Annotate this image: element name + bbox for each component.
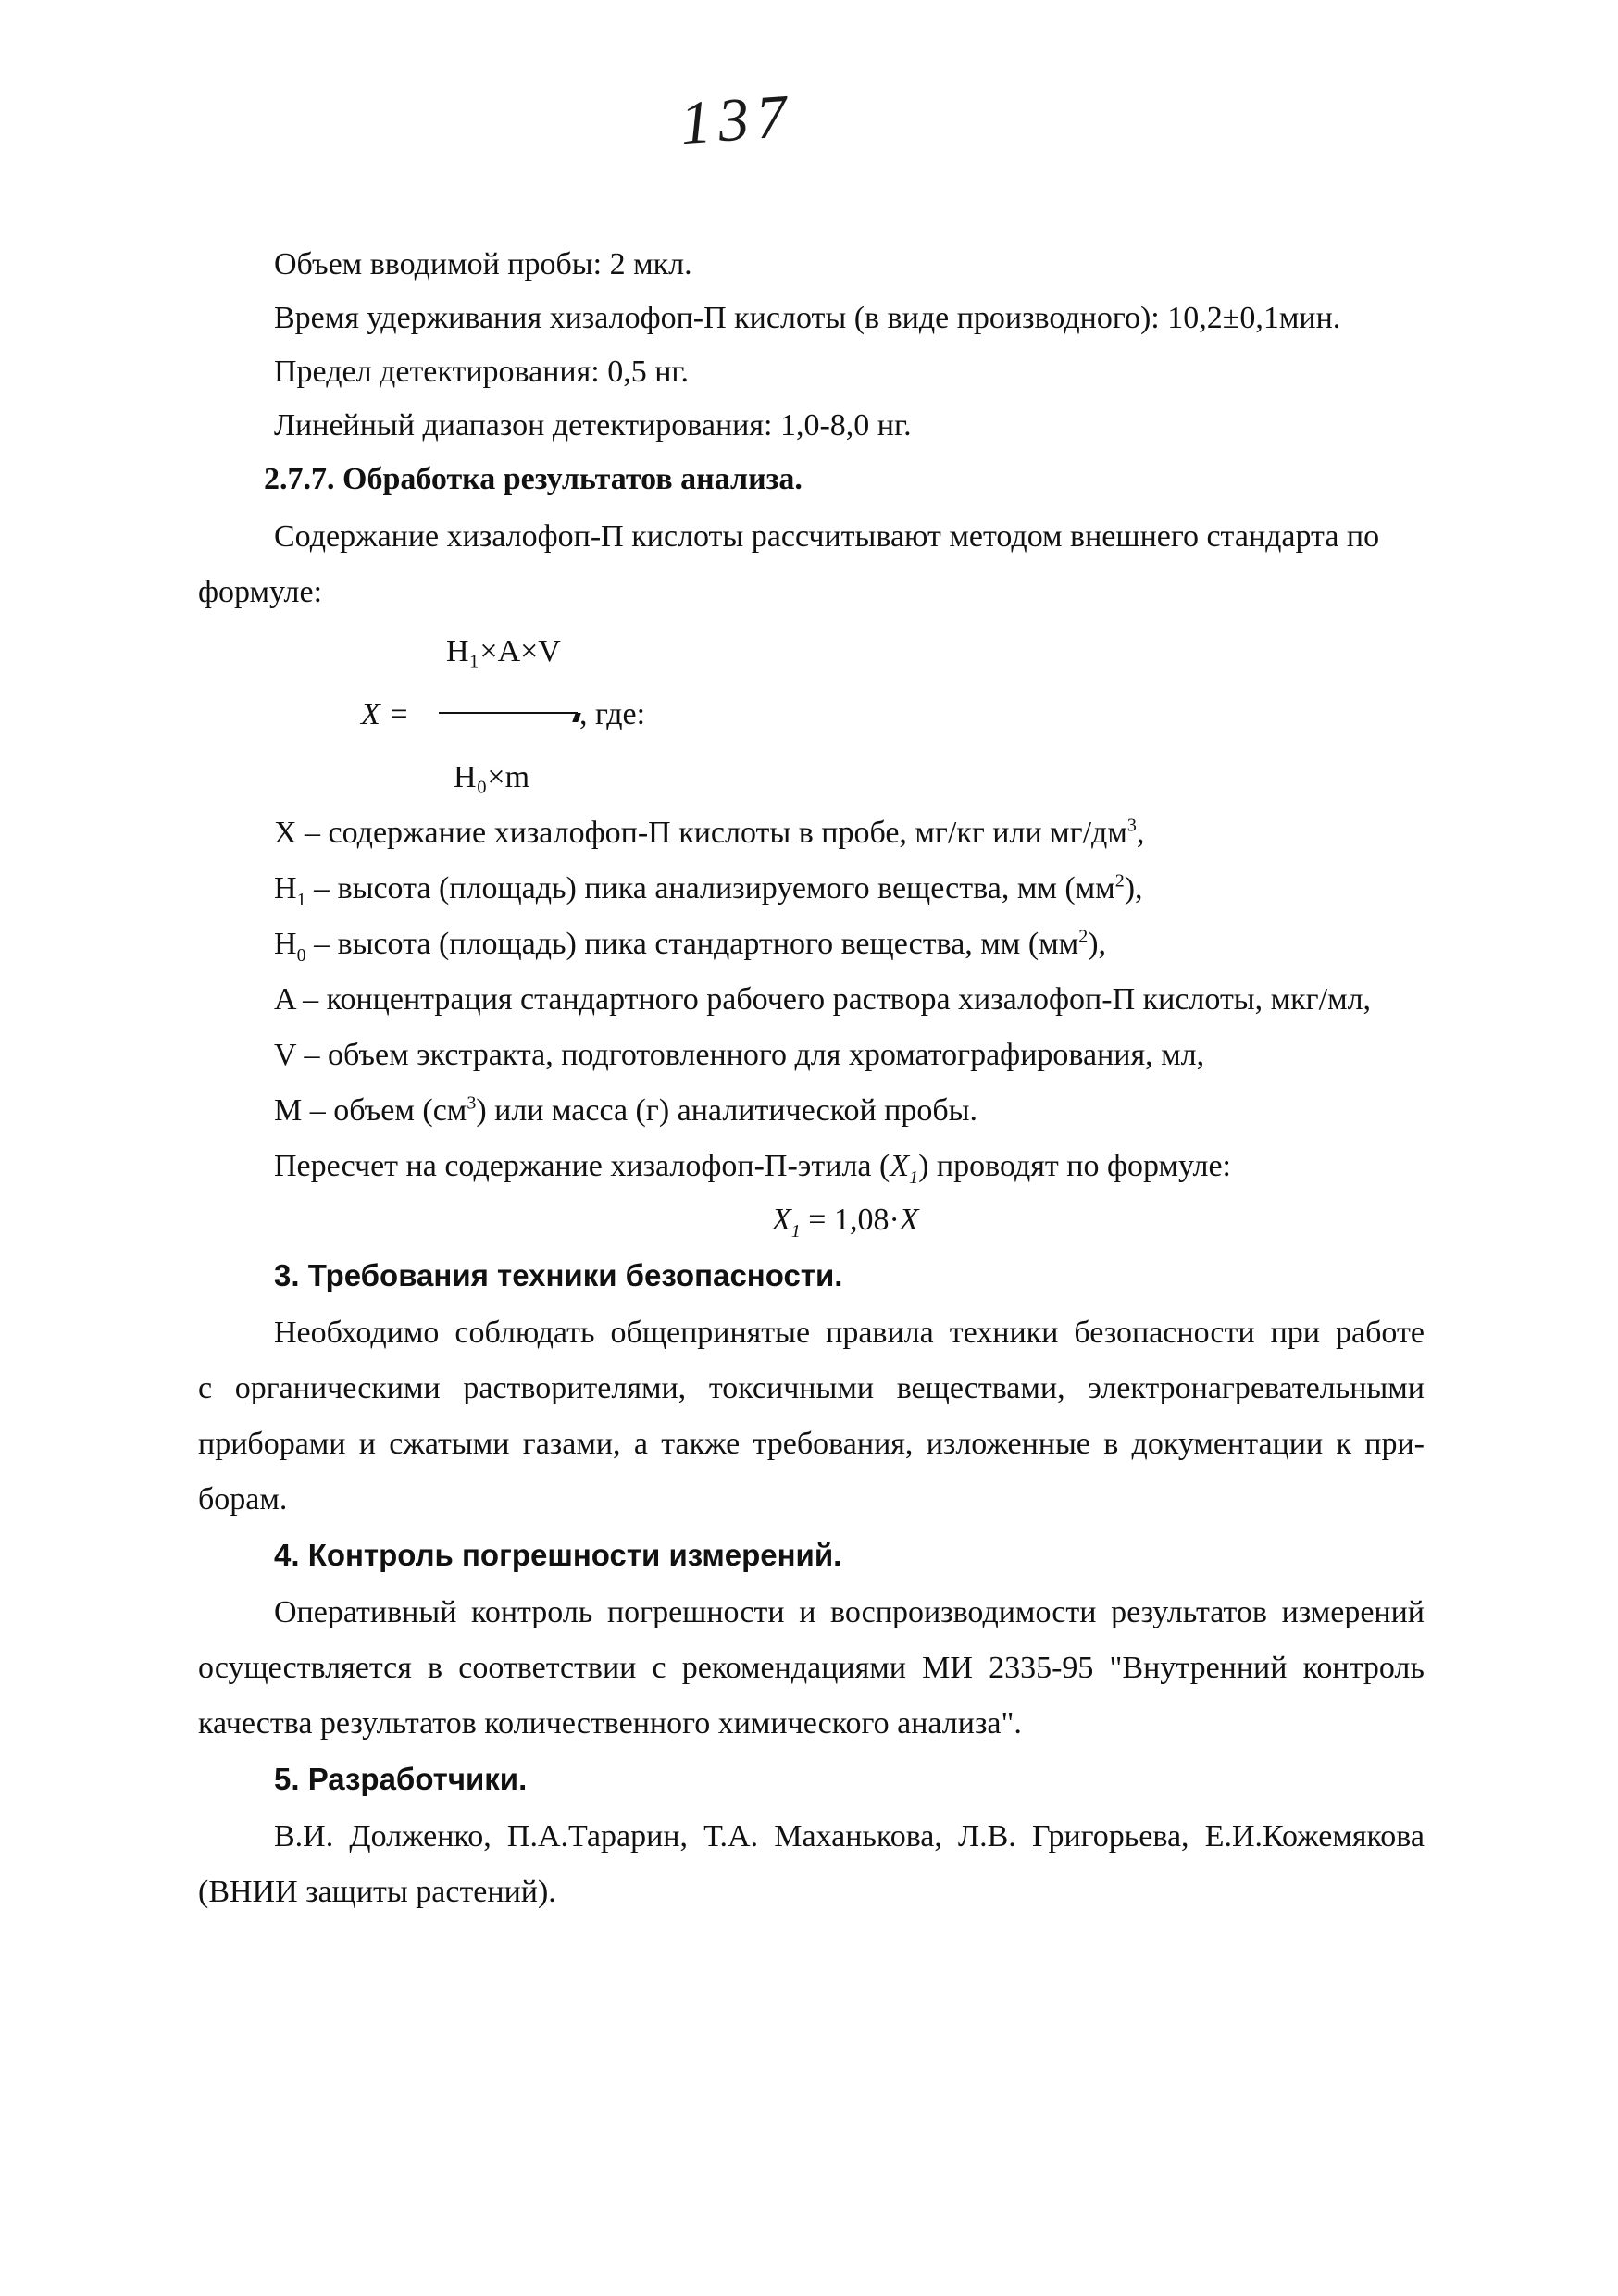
word: рекомендациями xyxy=(681,1651,906,1685)
word: воспроизводимости xyxy=(830,1595,1097,1629)
formula-where: , где: xyxy=(579,697,646,731)
formula-lhs: X = xyxy=(361,697,410,731)
word: контроль xyxy=(1302,1651,1425,1685)
word: Л.В. xyxy=(958,1819,1016,1853)
word: газами, xyxy=(522,1427,621,1461)
section-277-intro-line1: Содержание хизалофоп-П кислоты рассчитывают методом внешнего стандарта по xyxy=(274,519,1380,554)
word: органическими xyxy=(234,1371,441,1405)
word: контроль xyxy=(471,1595,593,1629)
word: Долженко, xyxy=(349,1819,492,1853)
word: документации xyxy=(1131,1427,1324,1461)
word: в xyxy=(428,1651,443,1685)
word: общепринятые xyxy=(610,1316,811,1350)
legend-h1: $H_1$ – высота (площадь) пика анализируемого вещества, мм $(мм^2)$, xyxy=(274,870,1143,910)
word: работе xyxy=(1336,1316,1425,1350)
legend-h0: $H_0$ – высота (площадь) пика стандартного вещества, мм $(мм^2)$, xyxy=(274,926,1107,966)
param-injection-volume: Объем вводимой пробы: 2 мкл. xyxy=(274,247,692,281)
legend-a: A – концентрация стандартного рабочего раствора хизалофоп-П кислоты, мкг/мл, xyxy=(274,982,1372,1017)
section-4-heading: 4. Контроль погрешности измерений. xyxy=(274,1538,842,1572)
word: Необходимо xyxy=(274,1316,440,1350)
section-4-line2 xyxy=(198,1648,1425,1689)
word: измерений xyxy=(1281,1595,1425,1629)
section-5-line1 xyxy=(274,1816,1425,1857)
section-4-line3: качества результатов количественного химического анализа". xyxy=(198,1706,1022,1741)
word: правила xyxy=(826,1316,934,1350)
section-277-intro-line2: формуле: xyxy=(198,575,323,609)
section-3-line4: борам. xyxy=(198,1482,288,1516)
page-number: 137 xyxy=(678,81,797,158)
word: приборами xyxy=(198,1427,346,1461)
word: при- xyxy=(1364,1427,1425,1461)
word: к xyxy=(1336,1427,1351,1461)
word: Оперативный xyxy=(274,1595,457,1629)
word: с xyxy=(652,1651,666,1685)
word: сжатыми xyxy=(389,1427,510,1461)
word: Т.А. xyxy=(703,1819,759,1853)
word: требования, xyxy=(753,1427,914,1461)
formula-denominator: H₀×m xyxy=(454,760,530,794)
param-linear-range: Линейный диапазон детектирования: 1,0-8,0 нг. xyxy=(274,408,912,443)
recalc-text: Пересчет на содержание хизалофоп-П-этила $(X_1)$ проводят по формуле: xyxy=(274,1149,1232,1188)
section-4-line1 xyxy=(274,1592,1425,1633)
word: В.И. xyxy=(274,1819,334,1853)
legend-m: M – объем $(см^3)$ или масса (г) аналитической пробы. xyxy=(274,1092,977,1128)
formula-numerator: H₁×A×V xyxy=(446,634,561,668)
word: П.А.Тарарин, xyxy=(506,1819,688,1853)
word: Маханькова, xyxy=(774,1819,942,1853)
word: Е.И.Кожемякова xyxy=(1204,1819,1425,1853)
word: токсичными xyxy=(708,1371,875,1405)
fraction-bar xyxy=(439,712,578,714)
word: 2335-95 xyxy=(989,1651,1094,1685)
word: а xyxy=(633,1427,648,1461)
word: в xyxy=(1103,1427,1119,1461)
section-5-line2: (ВНИИ защиты растений). xyxy=(198,1875,556,1909)
section-3-heading: 3. Требования техники безопасности. xyxy=(274,1258,843,1292)
word: с xyxy=(198,1371,213,1405)
word: результатов xyxy=(1111,1595,1267,1629)
word: и xyxy=(358,1427,376,1461)
word: растворителями, xyxy=(463,1371,687,1405)
word: соблюдать xyxy=(454,1316,595,1350)
word: безопасности xyxy=(1074,1316,1255,1350)
section-5-heading: 5. Разработчики. xyxy=(274,1762,528,1796)
legend-v: V – объем экстракта, подготовленного для хроматографирования, мл, xyxy=(274,1038,1205,1072)
param-retention-time: Время удерживания хизалофоп-П кислоты (в виде производного): 10,2±0,1мин. xyxy=(274,301,1341,335)
word: электронагревательными xyxy=(1088,1371,1425,1405)
word: МИ xyxy=(922,1651,973,1685)
section-277-heading: 2.7.7. Обработка результатов анализа. xyxy=(264,462,803,496)
word: и xyxy=(799,1595,816,1629)
word: изложенные xyxy=(926,1427,1090,1461)
word: соответствии xyxy=(458,1651,637,1685)
word: веществами, xyxy=(896,1371,1065,1405)
word: при xyxy=(1270,1316,1320,1350)
word: Григорьева, xyxy=(1031,1819,1189,1853)
word: "Внутренний xyxy=(1109,1651,1288,1685)
section-3-line3 xyxy=(198,1424,1425,1465)
param-detection-limit: Предел детектирования: 0,5 нг. xyxy=(274,355,689,389)
word: техники xyxy=(949,1316,1059,1350)
word: также xyxy=(661,1427,741,1461)
legend-x: X – содержание хизалофоп-П кислоты в пробе, мг/кг или $мг/дм^3$, xyxy=(274,815,1145,850)
recalc-formula: $X_1 = 1,08\cdot X$ xyxy=(772,1203,919,1242)
section-3-line1 xyxy=(274,1313,1425,1354)
section-3-line2 xyxy=(198,1368,1425,1409)
word: осуществляется xyxy=(198,1651,412,1685)
word: погрешности xyxy=(606,1595,785,1629)
